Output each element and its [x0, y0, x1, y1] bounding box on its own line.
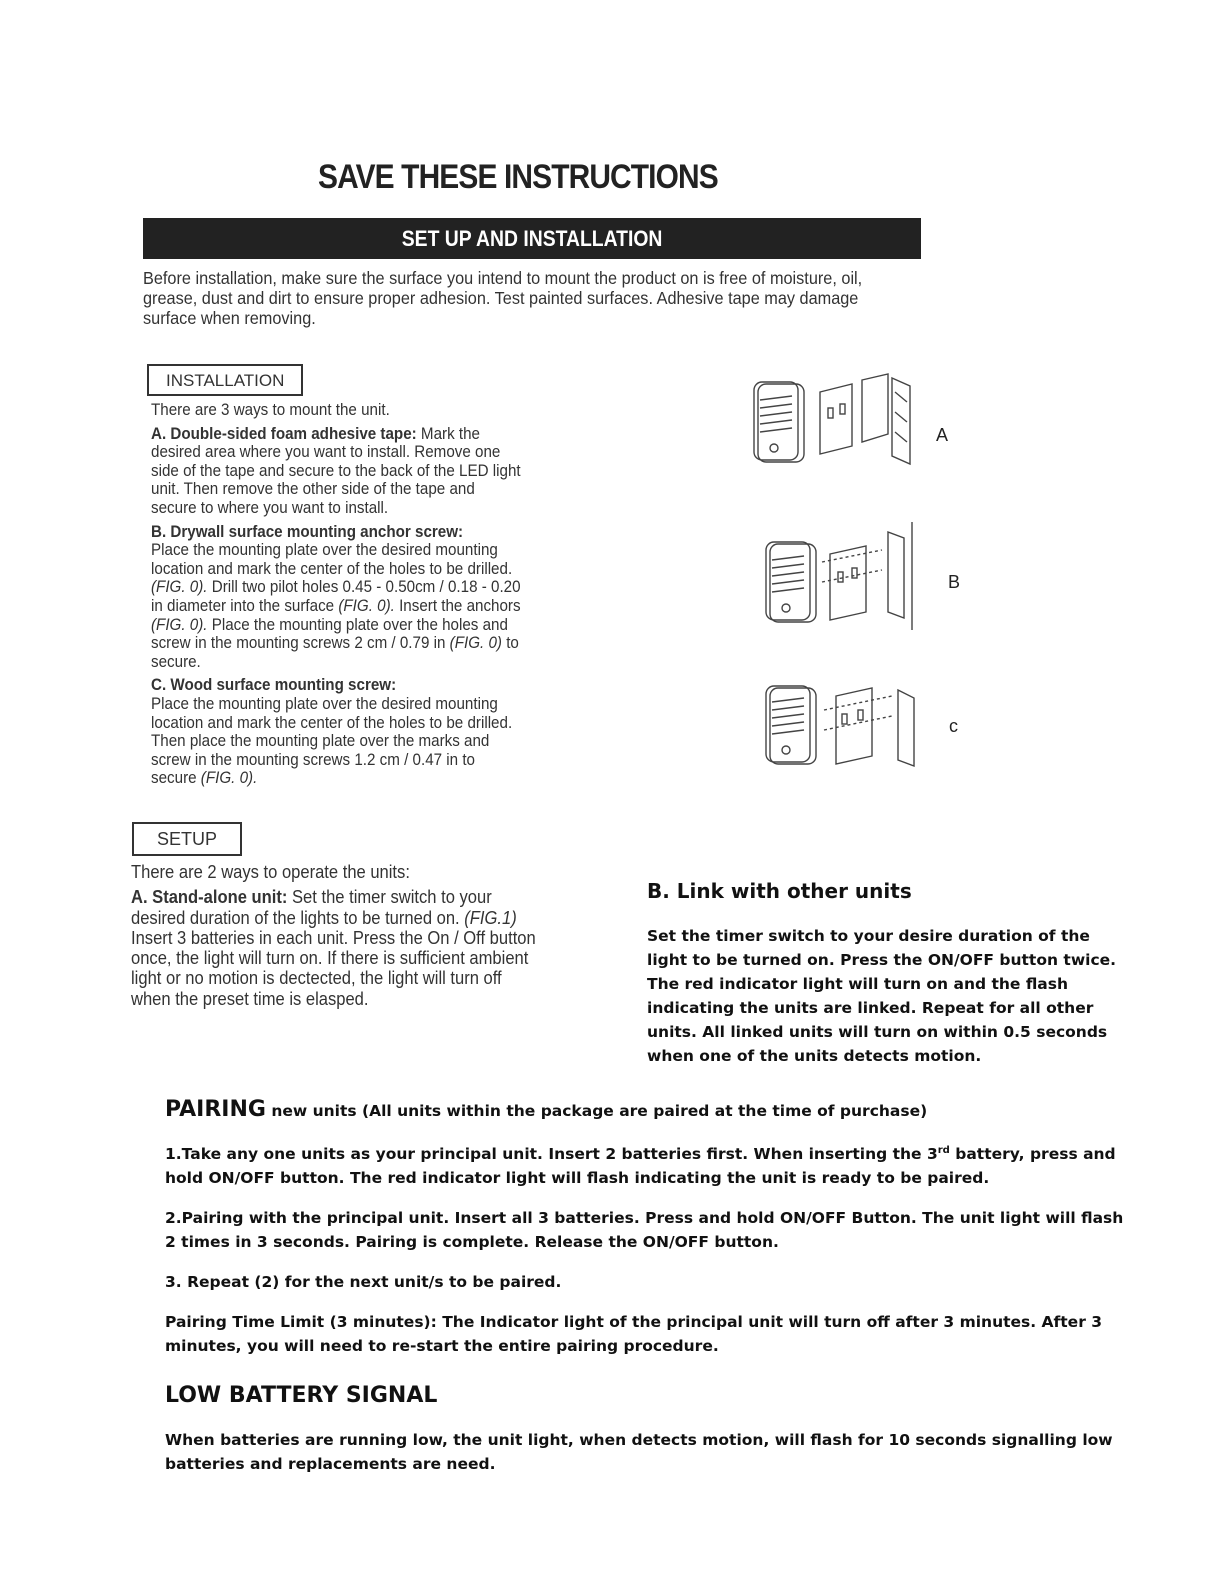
method-b-fig-1: (FIG. 0).: [151, 578, 208, 597]
installation-label: INSTALLATION: [147, 364, 303, 396]
pairing-step-1-sup: rd: [937, 1145, 950, 1156]
method-b-text-5: to secure.: [151, 634, 519, 671]
pairing-title: PAIRING: [165, 1097, 266, 1122]
setup-label-box: [132, 822, 242, 856]
setup-a-text-1: Set the timer switch to your desired duration of the lights to be turned on.: [131, 887, 492, 928]
figure-c-label: c: [949, 716, 958, 736]
pairing-heading: [165, 1098, 1125, 1123]
pairing-step-3: 3. Repeat (2) for the next unit/s to be paired.: [165, 1273, 562, 1292]
method-b-title: B. Drywall surface mounting anchor screw:: [151, 522, 464, 541]
figure-b-label: B: [948, 572, 961, 592]
pairing-step-1-a: 1.Take any one units as your principal unit. Insert 2 batteries first. When inserting the 3: [165, 1145, 938, 1164]
pairing-step-1: [165, 1139, 1125, 1190]
setup-a: [131, 887, 545, 1009]
setup-text: [131, 862, 545, 1009]
method-b: [151, 523, 524, 672]
method-a: [151, 425, 524, 518]
figure-b: [762, 522, 922, 634]
section-bar: [143, 218, 921, 259]
setup-label: SETUP: [132, 822, 242, 856]
method-b-fig-3: (FIG. 0).: [151, 615, 208, 634]
intro-text: Before installation, make sure the surface you intend to mount the product on is free of moisture, oil, grease, dust and dirt to ensure proper adhesion. Test painted surfaces. Adhesive tape may damage surface when removing.: [143, 268, 863, 328]
link-text: Set the timer switch to your desire duration of the light to be turned on. Press the ON/OFF button twice. The red indicator light will turn on and the flash indicating the units are linked. Repeat for all other units. All linked units will turn on within 0.5 seconds when one of the units detects motion.: [647, 927, 1117, 1065]
method-b-text-3: Insert the anchors: [399, 596, 521, 615]
setup-a-fig: (FIG.1): [464, 907, 517, 928]
method-b-text-4: Place the mounting plate over the holes and screw in the mounting screws 2 cm / 0.79 in: [151, 615, 508, 653]
method-b-fig-4: (FIG. 0): [449, 634, 502, 653]
method-a-title: A. Double-sided foam adhesive tape:: [151, 424, 417, 443]
setup-a-title: A. Stand-alone unit:: [131, 887, 288, 908]
method-b-text-2: Drill two pilot holes 0.45 - 0.50cm / 0.18 - 0.20 in diameter into the surface: [151, 578, 521, 615]
pairing-step-1-b: battery, press and hold ON/OFF button. The red indicator light will flash indicating the unit is ready to be paired.: [165, 1145, 1116, 1188]
method-c-text: Place the mounting plate over the desired mounting location and mark the center of the holes to be drilled. Then place the mounting plate over the marks and screw in the mounting screws 1.2 cm / 0.47 in to secure: [151, 694, 513, 788]
pairing-time-limit: Pairing Time Limit (3 minutes): The Indicator light of the principal unit will turn off after 3 minutes. After 3 minutes, you will need to re-start the entire pairing procedure.: [165, 1313, 1103, 1356]
method-a-text: Mark the desired area where you want to install. Remove one side of the tape and secure to the back of the LED light unit. Then remove the other side of the tape and secure to where you want to install.: [151, 424, 521, 517]
figure-a: [750, 372, 920, 472]
pairing-step-2: 2.Pairing with the principal unit. Insert all 3 batteries. Press and hold ON/OFF Button. The unit light will flash 2 times in 3 seconds. Pairing is complete. Release the ON/OFF button.: [165, 1209, 1124, 1252]
installation-lead: There are 3 ways to mount the unit.: [151, 401, 390, 419]
section-bar-label: SET UP AND INSTALLATION: [401, 225, 663, 251]
low-battery-title: LOW BATTERY SIGNAL: [165, 1383, 438, 1408]
figure-c: [762, 680, 922, 770]
installation-text: [151, 401, 524, 788]
pairing-section: [165, 1098, 1125, 1374]
method-c-fig: (FIG. 0).: [200, 769, 258, 788]
low-battery-text: When batteries are running low, the unit light, when detects motion, will flash for 10 seconds signalling low batteries and replacements are need.: [165, 1431, 1113, 1473]
setup-lead: There are 2 ways to operate the units:: [131, 862, 410, 882]
setup-a-text-2: Insert 3 batteries in each unit. Press the On / Off button once, the light will turn on. If there is sufficient ambient light or no motion is dectected, the light will turn off when the preset time is elasped.: [131, 927, 536, 1009]
page-title: SAVE THESE INSTRUCTIONS: [318, 158, 718, 196]
method-b-fig-2: (FIG. 0).: [338, 596, 395, 615]
pairing-subtitle: new units (All units within the package are paired at the time of purchase): [271, 1102, 928, 1120]
installation-label-box: [147, 364, 303, 396]
method-c: [151, 676, 524, 788]
method-b-text-1: Place the mounting plate over the desired mounting location and mark the center of the holes to be drilled.: [151, 541, 513, 578]
link-title: B. Link with other units: [647, 879, 912, 903]
figure-a-label: A: [936, 425, 949, 445]
method-c-title: C. Wood surface mounting screw:: [151, 676, 397, 695]
